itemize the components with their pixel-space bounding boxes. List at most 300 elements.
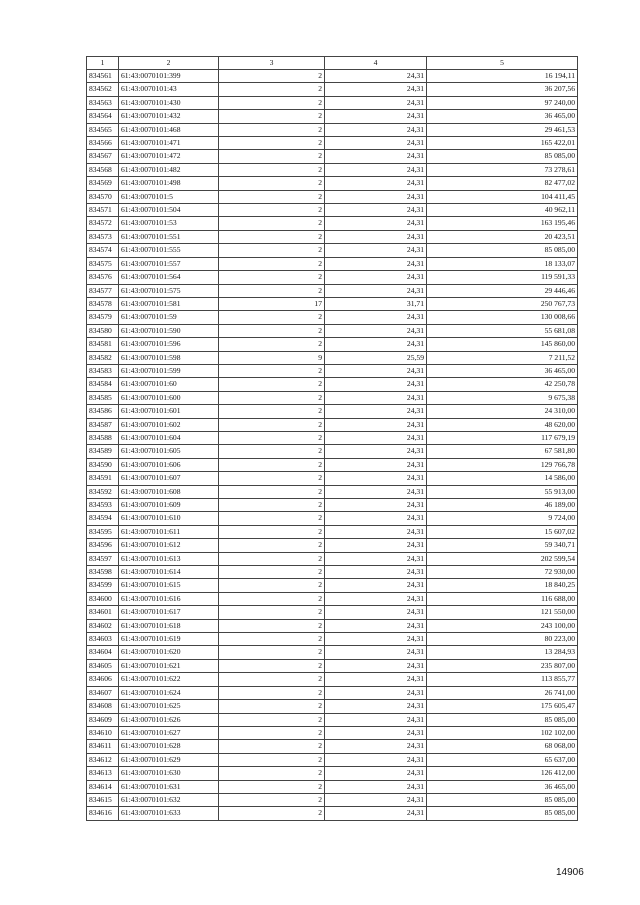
rate-cell: 24,31 <box>325 472 427 485</box>
group-cell: 2 <box>219 753 325 766</box>
table-row <box>87 445 578 458</box>
rate-cell: 24,31 <box>325 257 427 270</box>
table-body <box>87 70 578 821</box>
table-row <box>87 204 578 217</box>
table-row <box>87 311 578 324</box>
table-row <box>87 753 578 766</box>
rate-cell: 24,31 <box>325 431 427 444</box>
group-cell: 2 <box>219 686 325 699</box>
table-row <box>87 633 578 646</box>
row-number-cell: 834561 <box>87 70 119 83</box>
column-header-5: 5 <box>427 57 578 70</box>
group-cell: 2 <box>219 177 325 190</box>
row-number-cell: 834609 <box>87 713 119 726</box>
table-row <box>87 150 578 163</box>
value-cell: 48 620,00 <box>427 418 578 431</box>
row-number-cell: 834615 <box>87 793 119 806</box>
rate-cell: 24,31 <box>325 552 427 565</box>
table-row <box>87 418 578 431</box>
cadastral-number-cell: 61:43:0070101:59 <box>119 311 219 324</box>
row-number-cell: 834612 <box>87 753 119 766</box>
row-number-cell: 834577 <box>87 284 119 297</box>
value-cell: 9 675,38 <box>427 391 578 404</box>
rate-cell: 24,31 <box>325 204 427 217</box>
row-number-cell: 834613 <box>87 767 119 780</box>
rate-cell: 24,31 <box>325 163 427 176</box>
rate-cell: 24,31 <box>325 405 427 418</box>
cadastral-number-cell: 61:43:0070101:471 <box>119 137 219 150</box>
rate-cell: 24,31 <box>325 633 427 646</box>
value-cell: 16 194,11 <box>427 70 578 83</box>
group-cell: 2 <box>219 364 325 377</box>
group-cell: 2 <box>219 431 325 444</box>
group-cell: 2 <box>219 646 325 659</box>
rate-cell: 24,31 <box>325 686 427 699</box>
rate-cell: 24,31 <box>325 217 427 230</box>
value-cell: 13 284,93 <box>427 646 578 659</box>
value-cell: 73 278,61 <box>427 163 578 176</box>
cadastral-number-cell: 61:43:0070101:624 <box>119 686 219 699</box>
table-row <box>87 284 578 297</box>
value-cell: 59 340,71 <box>427 539 578 552</box>
cadastral-number-cell: 61:43:0070101:627 <box>119 726 219 739</box>
row-number-cell: 834591 <box>87 472 119 485</box>
group-cell: 2 <box>219 767 325 780</box>
rate-cell: 24,31 <box>325 499 427 512</box>
cadastral-number-cell: 61:43:0070101:590 <box>119 324 219 337</box>
rate-cell: 24,31 <box>325 110 427 123</box>
table-row <box>87 163 578 176</box>
value-cell: 117 679,19 <box>427 431 578 444</box>
rate-cell: 24,31 <box>325 673 427 686</box>
cadastral-number-cell: 61:43:0070101:626 <box>119 713 219 726</box>
rate-cell: 24,31 <box>325 566 427 579</box>
table-row <box>87 767 578 780</box>
rate-cell: 24,31 <box>325 579 427 592</box>
value-cell: 97 240,00 <box>427 96 578 109</box>
row-number-cell: 834572 <box>87 217 119 230</box>
group-cell: 2 <box>219 740 325 753</box>
row-number-cell: 834575 <box>87 257 119 270</box>
cadastral-number-cell: 61:43:0070101:596 <box>119 338 219 351</box>
column-header-2: 2 <box>119 57 219 70</box>
table-row <box>87 96 578 109</box>
group-cell: 2 <box>219 150 325 163</box>
cadastral-number-cell: 61:43:0070101:43 <box>119 83 219 96</box>
group-cell: 9 <box>219 351 325 364</box>
group-cell: 2 <box>219 592 325 605</box>
row-number-cell: 834567 <box>87 150 119 163</box>
cadastral-number-cell: 61:43:0070101:633 <box>119 807 219 820</box>
rate-cell: 24,31 <box>325 137 427 150</box>
table-row <box>87 137 578 150</box>
group-cell: 2 <box>219 485 325 498</box>
group-cell: 2 <box>219 311 325 324</box>
value-cell: 80 223,00 <box>427 633 578 646</box>
group-cell: 2 <box>219 110 325 123</box>
group-cell: 2 <box>219 659 325 672</box>
rate-cell: 24,31 <box>325 123 427 136</box>
rate-cell: 24,31 <box>325 150 427 163</box>
value-cell: 85 085,00 <box>427 713 578 726</box>
value-cell: 72 930,00 <box>427 566 578 579</box>
row-number-cell: 834582 <box>87 351 119 364</box>
cadastral-number-cell: 61:43:0070101:432 <box>119 110 219 123</box>
group-cell: 2 <box>219 807 325 820</box>
rate-cell: 24,31 <box>325 177 427 190</box>
cadastral-number-cell: 61:43:0070101:618 <box>119 619 219 632</box>
cadastral-number-cell: 61:43:0070101:606 <box>119 458 219 471</box>
rate-cell: 24,31 <box>325 378 427 391</box>
table-row <box>87 525 578 538</box>
rate-cell: 24,31 <box>325 539 427 552</box>
row-number-cell: 834596 <box>87 539 119 552</box>
value-cell: 85 085,00 <box>427 150 578 163</box>
row-number-cell: 834584 <box>87 378 119 391</box>
group-cell: 2 <box>219 378 325 391</box>
rate-cell: 24,31 <box>325 458 427 471</box>
cadastral-number-cell: 61:43:0070101:629 <box>119 753 219 766</box>
rate-cell: 24,31 <box>325 364 427 377</box>
row-number-cell: 834604 <box>87 646 119 659</box>
value-cell: 102 102,00 <box>427 726 578 739</box>
cadastral-number-cell: 61:43:0070101:498 <box>119 177 219 190</box>
table-row <box>87 271 578 284</box>
cadastral-number-cell: 61:43:0070101:619 <box>119 633 219 646</box>
value-cell: 104 411,45 <box>427 190 578 203</box>
table-row <box>87 405 578 418</box>
table-row <box>87 472 578 485</box>
rate-cell: 25,59 <box>325 351 427 364</box>
group-cell: 2 <box>219 391 325 404</box>
cadastral-number-cell: 61:43:0070101:630 <box>119 767 219 780</box>
group-cell: 2 <box>219 552 325 565</box>
rate-cell: 24,31 <box>325 338 427 351</box>
table-row <box>87 458 578 471</box>
group-cell: 2 <box>219 539 325 552</box>
value-cell: 36 465,00 <box>427 364 578 377</box>
table-row <box>87 83 578 96</box>
group-cell: 2 <box>219 700 325 713</box>
table-row <box>87 592 578 605</box>
group-cell: 2 <box>219 163 325 176</box>
row-number-cell: 834614 <box>87 780 119 793</box>
cadastral-number-cell: 61:43:0070101:615 <box>119 579 219 592</box>
group-cell: 2 <box>219 123 325 136</box>
table-row <box>87 700 578 713</box>
cadastral-number-cell: 61:43:0070101:557 <box>119 257 219 270</box>
table-row <box>87 659 578 672</box>
group-cell: 2 <box>219 96 325 109</box>
row-number-cell: 834602 <box>87 619 119 632</box>
row-number-cell: 834587 <box>87 418 119 431</box>
rate-cell: 24,31 <box>325 807 427 820</box>
cadastral-number-cell: 61:43:0070101:5 <box>119 190 219 203</box>
value-cell: 26 741,00 <box>427 686 578 699</box>
table-row <box>87 619 578 632</box>
value-cell: 235 807,00 <box>427 659 578 672</box>
group-cell: 2 <box>219 619 325 632</box>
group-cell: 17 <box>219 297 325 310</box>
value-cell: 121 550,00 <box>427 606 578 619</box>
rate-cell: 24,31 <box>325 311 427 324</box>
value-cell: 175 605,47 <box>427 700 578 713</box>
cadastral-number-cell: 61:43:0070101:601 <box>119 405 219 418</box>
cadastral-value-table <box>86 56 578 821</box>
cadastral-number-cell: 61:43:0070101:608 <box>119 485 219 498</box>
row-number-cell: 834608 <box>87 700 119 713</box>
rate-cell: 24,31 <box>325 96 427 109</box>
row-number-cell: 834566 <box>87 137 119 150</box>
table-row <box>87 713 578 726</box>
group-cell: 2 <box>219 257 325 270</box>
table-row <box>87 793 578 806</box>
rate-cell: 24,31 <box>325 512 427 525</box>
row-number-cell: 834588 <box>87 431 119 444</box>
row-number-cell: 834599 <box>87 579 119 592</box>
row-number-cell: 834606 <box>87 673 119 686</box>
value-cell: 243 100,00 <box>427 619 578 632</box>
table-row <box>87 566 578 579</box>
row-number-cell: 834583 <box>87 364 119 377</box>
cadastral-number-cell: 61:43:0070101:581 <box>119 297 219 310</box>
row-number-cell: 834603 <box>87 633 119 646</box>
group-cell: 2 <box>219 217 325 230</box>
row-number-cell: 834570 <box>87 190 119 203</box>
column-header-4: 4 <box>325 57 427 70</box>
value-cell: 55 681,08 <box>427 324 578 337</box>
table-row <box>87 70 578 83</box>
group-cell: 2 <box>219 793 325 806</box>
rate-cell: 24,31 <box>325 485 427 498</box>
rate-cell: 24,31 <box>325 713 427 726</box>
group-cell: 2 <box>219 271 325 284</box>
row-number-cell: 834579 <box>87 311 119 324</box>
row-number-cell: 834595 <box>87 525 119 538</box>
cadastral-number-cell: 61:43:0070101:482 <box>119 163 219 176</box>
value-cell: 36 465,00 <box>427 780 578 793</box>
row-number-cell: 834578 <box>87 297 119 310</box>
value-cell: 24 310,00 <box>427 405 578 418</box>
table-row <box>87 324 578 337</box>
value-cell: 9 724,00 <box>427 512 578 525</box>
group-cell: 2 <box>219 284 325 297</box>
group-cell: 2 <box>219 713 325 726</box>
group-cell: 2 <box>219 445 325 458</box>
row-number-cell: 834611 <box>87 740 119 753</box>
value-cell: 18 840,25 <box>427 579 578 592</box>
rate-cell: 24,31 <box>325 391 427 404</box>
group-cell: 2 <box>219 70 325 83</box>
row-number-cell: 834616 <box>87 807 119 820</box>
group-cell: 2 <box>219 190 325 203</box>
value-cell: 126 412,00 <box>427 767 578 780</box>
table-row <box>87 177 578 190</box>
group-cell: 2 <box>219 230 325 243</box>
row-number-cell: 834597 <box>87 552 119 565</box>
group-cell: 2 <box>219 338 325 351</box>
value-cell: 55 913,00 <box>427 485 578 498</box>
rate-cell: 24,31 <box>325 793 427 806</box>
table-row <box>87 391 578 404</box>
table-row <box>87 297 578 310</box>
row-number-cell: 834601 <box>87 606 119 619</box>
value-cell: 18 133,07 <box>427 257 578 270</box>
rate-cell: 24,31 <box>325 418 427 431</box>
group-cell: 2 <box>219 137 325 150</box>
group-cell: 2 <box>219 458 325 471</box>
group-cell: 2 <box>219 579 325 592</box>
cadastral-number-cell: 61:43:0070101:430 <box>119 96 219 109</box>
rate-cell: 31,71 <box>325 297 427 310</box>
row-number-cell: 834593 <box>87 499 119 512</box>
rate-cell: 24,31 <box>325 445 427 458</box>
row-number-cell: 834565 <box>87 123 119 136</box>
row-number-cell: 834564 <box>87 110 119 123</box>
row-number-cell: 834563 <box>87 96 119 109</box>
row-number-cell: 834592 <box>87 485 119 498</box>
value-cell: 85 085,00 <box>427 793 578 806</box>
group-cell: 2 <box>219 418 325 431</box>
row-number-cell: 834573 <box>87 230 119 243</box>
cadastral-number-cell: 61:43:0070101:599 <box>119 364 219 377</box>
cadastral-number-cell: 61:43:0070101:53 <box>119 217 219 230</box>
group-cell: 2 <box>219 633 325 646</box>
value-cell: 36 207,56 <box>427 83 578 96</box>
value-cell: 82 477,02 <box>427 177 578 190</box>
value-cell: 40 962,11 <box>427 204 578 217</box>
group-cell: 2 <box>219 726 325 739</box>
value-cell: 119 591,33 <box>427 271 578 284</box>
rate-cell: 24,31 <box>325 700 427 713</box>
cadastral-number-cell: 61:43:0070101:621 <box>119 659 219 672</box>
cadastral-number-cell: 61:43:0070101:60 <box>119 378 219 391</box>
row-number-cell: 834600 <box>87 592 119 605</box>
rate-cell: 24,31 <box>325 324 427 337</box>
value-cell: 36 465,00 <box>427 110 578 123</box>
rate-cell: 24,31 <box>325 244 427 257</box>
row-number-cell: 834571 <box>87 204 119 217</box>
value-cell: 29 461,53 <box>427 123 578 136</box>
row-number-cell: 834581 <box>87 338 119 351</box>
group-cell: 2 <box>219 512 325 525</box>
value-cell: 65 637,00 <box>427 753 578 766</box>
rate-cell: 24,31 <box>325 740 427 753</box>
cadastral-number-cell: 61:43:0070101:564 <box>119 271 219 284</box>
rate-cell: 24,31 <box>325 284 427 297</box>
table-row <box>87 217 578 230</box>
rate-cell: 24,31 <box>325 525 427 538</box>
value-cell: 46 189,00 <box>427 499 578 512</box>
table-row <box>87 230 578 243</box>
value-cell: 250 767,73 <box>427 297 578 310</box>
cadastral-number-cell: 61:43:0070101:551 <box>119 230 219 243</box>
table-row <box>87 338 578 351</box>
row-number-cell: 834569 <box>87 177 119 190</box>
group-cell: 2 <box>219 83 325 96</box>
table-row <box>87 351 578 364</box>
cadastral-number-cell: 61:43:0070101:613 <box>119 552 219 565</box>
value-cell: 129 766,78 <box>427 458 578 471</box>
value-cell: 42 250,78 <box>427 378 578 391</box>
value-cell: 14 586,00 <box>427 472 578 485</box>
cadastral-number-cell: 61:43:0070101:504 <box>119 204 219 217</box>
table-row <box>87 807 578 820</box>
table-row <box>87 123 578 136</box>
cadastral-number-cell: 61:43:0070101:604 <box>119 431 219 444</box>
cadastral-number-cell: 61:43:0070101:622 <box>119 673 219 686</box>
cadastral-number-cell: 61:43:0070101:575 <box>119 284 219 297</box>
row-number-cell: 834607 <box>87 686 119 699</box>
value-cell: 85 085,00 <box>427 807 578 820</box>
table-header-row <box>87 57 578 70</box>
cadastral-number-cell: 61:43:0070101:607 <box>119 472 219 485</box>
cadastral-number-cell: 61:43:0070101:620 <box>119 646 219 659</box>
table-row <box>87 606 578 619</box>
table-row <box>87 378 578 391</box>
rate-cell: 24,31 <box>325 592 427 605</box>
value-cell: 165 422,01 <box>427 137 578 150</box>
cadastral-number-cell: 61:43:0070101:625 <box>119 700 219 713</box>
table-row <box>87 190 578 203</box>
rate-cell: 24,31 <box>325 619 427 632</box>
table-row <box>87 646 578 659</box>
group-cell: 2 <box>219 244 325 257</box>
rate-cell: 24,31 <box>325 780 427 793</box>
value-cell: 163 195,46 <box>427 217 578 230</box>
value-cell: 145 860,00 <box>427 338 578 351</box>
group-cell: 2 <box>219 499 325 512</box>
row-number-cell: 834562 <box>87 83 119 96</box>
row-number-cell: 834589 <box>87 445 119 458</box>
row-number-cell: 834568 <box>87 163 119 176</box>
group-cell: 2 <box>219 673 325 686</box>
rate-cell: 24,31 <box>325 646 427 659</box>
cadastral-number-cell: 61:43:0070101:468 <box>119 123 219 136</box>
cadastral-number-cell: 61:43:0070101:609 <box>119 499 219 512</box>
rate-cell: 24,31 <box>325 83 427 96</box>
table-row <box>87 364 578 377</box>
cadastral-number-cell: 61:43:0070101:616 <box>119 592 219 605</box>
cadastral-number-cell: 61:43:0070101:611 <box>119 525 219 538</box>
rate-cell: 24,31 <box>325 767 427 780</box>
table-row <box>87 686 578 699</box>
group-cell: 2 <box>219 324 325 337</box>
table-row <box>87 552 578 565</box>
table-row <box>87 512 578 525</box>
table-row <box>87 579 578 592</box>
row-number-cell: 834580 <box>87 324 119 337</box>
value-cell: 113 855,77 <box>427 673 578 686</box>
group-cell: 2 <box>219 472 325 485</box>
cadastral-number-cell: 61:43:0070101:598 <box>119 351 219 364</box>
rate-cell: 24,31 <box>325 659 427 672</box>
table-row <box>87 431 578 444</box>
column-header-3: 3 <box>219 57 325 70</box>
cadastral-number-cell: 61:43:0070101:472 <box>119 150 219 163</box>
rate-cell: 24,31 <box>325 753 427 766</box>
cadastral-number-cell: 61:43:0070101:632 <box>119 793 219 806</box>
value-cell: 202 599,54 <box>427 552 578 565</box>
cadastral-number-cell: 61:43:0070101:555 <box>119 244 219 257</box>
row-number-cell: 834576 <box>87 271 119 284</box>
row-number-cell: 834590 <box>87 458 119 471</box>
rate-cell: 24,31 <box>325 606 427 619</box>
cadastral-number-cell: 61:43:0070101:399 <box>119 70 219 83</box>
value-cell: 15 607,02 <box>427 525 578 538</box>
table-row <box>87 110 578 123</box>
table-row <box>87 539 578 552</box>
